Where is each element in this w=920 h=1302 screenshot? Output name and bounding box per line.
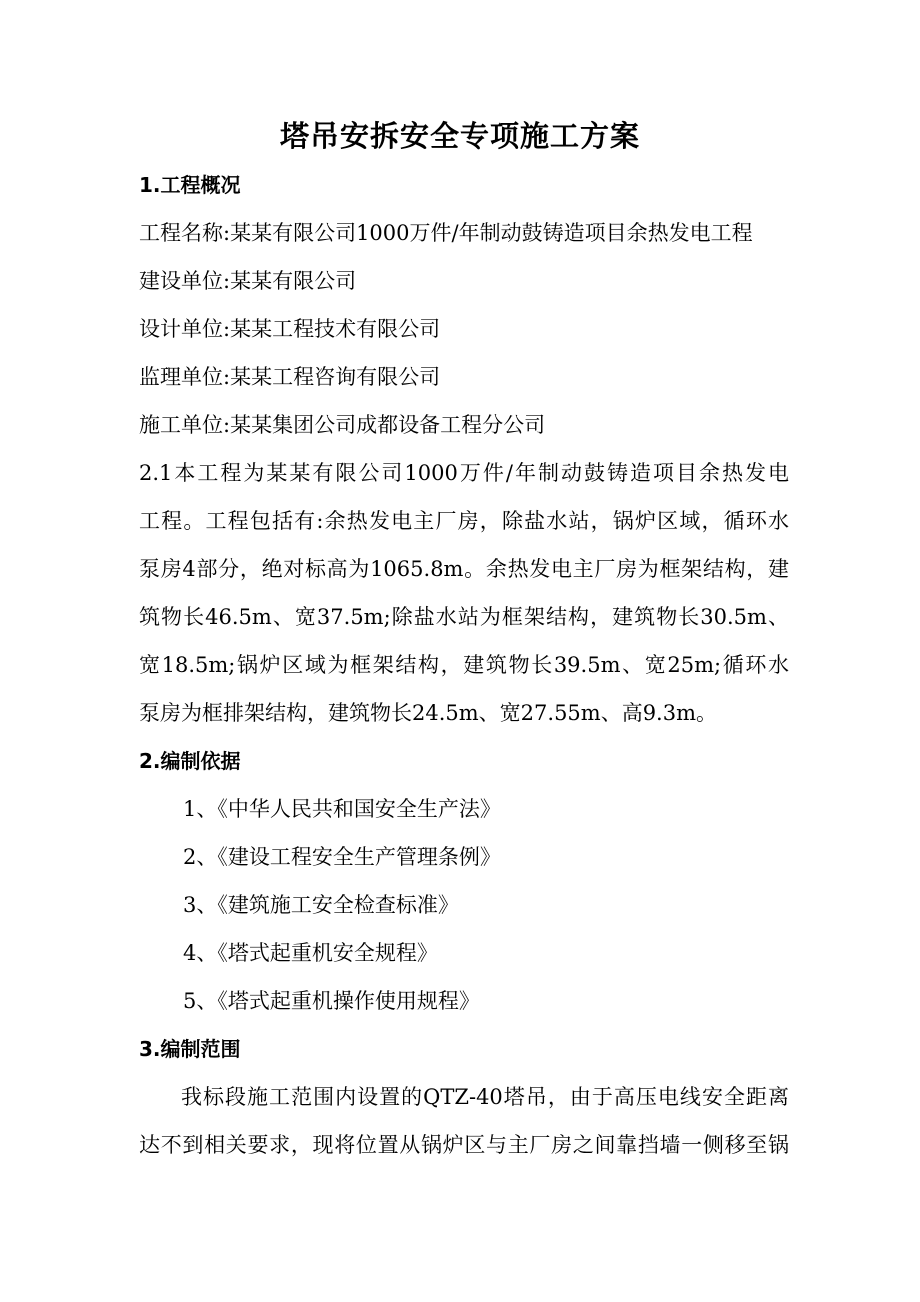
overview-paragraph-line: 泵房4部分，绝对标高为1065.8m。余热发电主厂房为框架结构，建 <box>139 557 789 581</box>
basis-list-item: 1、《中华人民共和国安全生产法》 <box>183 797 501 821</box>
basis-list-item: 5、《塔式起重机操作使用规程》 <box>183 989 480 1013</box>
document-title: 塔吊安拆安全专项施工方案 <box>279 119 640 153</box>
info-supervisor: 监理单位:某某工程咨询有限公司 <box>139 365 441 389</box>
info-designer: 设计单位:某某工程技术有限公司 <box>139 317 441 341</box>
basis-list-item: 2、《建设工程安全生产管理条例》 <box>183 845 501 869</box>
basis-list-item: 3、《建筑施工安全检查标准》 <box>183 893 459 917</box>
info-owner: 建设单位:某某有限公司 <box>139 269 357 293</box>
section-heading-basis: 2.编制依据 <box>139 749 241 773</box>
overview-paragraph-line: 泵房为框排架结构，建筑物长24.5m、宽27.55m、高9.3m。 <box>139 701 718 725</box>
scope-paragraph-line: 达不到相关要求，现将位置从锅炉区与主厂房之间靠挡墙一侧移至锅 <box>139 1133 789 1157</box>
section-heading-scope: 3.编制范围 <box>139 1037 241 1061</box>
info-contractor: 施工单位:某某集团公司成都设备工程分公司 <box>139 413 546 437</box>
scope-paragraph-line: 我标段施工范围内设置的QTZ-40塔吊，由于高压电线安全距离 <box>181 1085 789 1109</box>
basis-list-item: 4、《塔式起重机安全规程》 <box>183 941 438 965</box>
info-project-name: 工程名称:某某有限公司1000万件/年制动鼓铸造项目余热发电工程 <box>139 221 753 245</box>
overview-paragraph-line: 宽18.5m;锅炉区域为框架结构，建筑物长39.5m、宽25m;循环水 <box>139 653 789 677</box>
document-body <box>139 161 789 1169</box>
section-heading-overview: 1.工程概况 <box>139 173 241 197</box>
overview-paragraph-line: 工程。工程包括有:余热发电主厂房，除盐水站，锅炉区域，循环水 <box>139 509 789 533</box>
overview-paragraph-line: 筑物长46.5m、宽37.5m;除盐水站为框架结构，建筑物长30.5m、 <box>139 605 789 629</box>
overview-paragraph-line: 2.1本工程为某某有限公司1000万件/年制动鼓铸造项目余热发电 <box>139 461 789 485</box>
